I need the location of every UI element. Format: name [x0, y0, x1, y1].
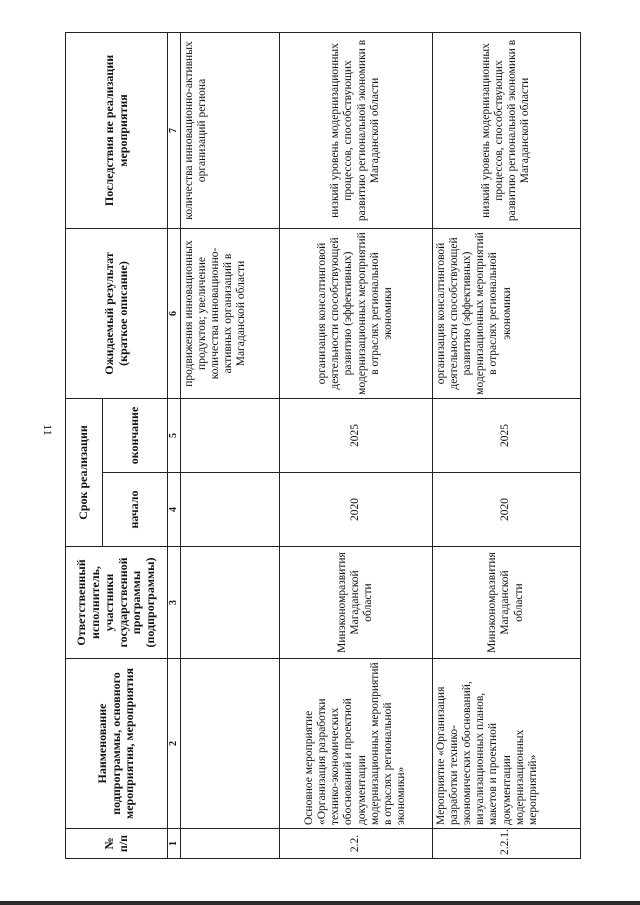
row-num: 2.2.1. — [432, 829, 580, 859]
header-name: Наименование подпрограммы, основного мероприятия, мероприятия — [66, 659, 168, 829]
row-result: организация консалтинговой деятельности способствующей развитию (эффективных) модернизационных мероприятий в отраслях региональной экономики — [432, 228, 580, 398]
row-consequences: низкий уровень модернизационных процессов, способствующих развитию региональной экономики в Магаданской области — [279, 32, 432, 228]
row-name: Мероприятие «Организация разработки технико-экономических обоснований, визуализационных планов, макетов и проектной документации модернизационных мероприятий» — [432, 659, 580, 829]
page-number: 11 — [41, 424, 55, 436]
column-number-row — [168, 32, 181, 858]
header-consequences: Последствия не реализации мероприятия — [66, 32, 168, 228]
row-end: 2025 — [432, 398, 580, 472]
row-num — [180, 829, 279, 859]
column-number: 7 — [168, 32, 181, 228]
header-result: Ожидаемый результат (краткое описание) — [66, 228, 168, 398]
header-start: начало — [103, 473, 168, 547]
header-row-1 — [66, 32, 103, 858]
row-end — [180, 398, 279, 472]
header-num: № п/п — [66, 829, 168, 859]
column-number: 1 — [168, 829, 181, 859]
table-row — [180, 32, 279, 858]
column-number: 3 — [168, 547, 181, 659]
header-term: Срок реализации — [66, 398, 103, 546]
column-number: 6 — [168, 228, 181, 398]
row-start: 2020 — [279, 473, 432, 547]
header-executor: Ответственный исполнитель, участники государственной программы (подпрограммы) — [66, 547, 168, 659]
row-start: 2020 — [432, 473, 580, 547]
row-consequences: количества инновационно-активных организаций региона — [180, 32, 279, 228]
table-row — [279, 32, 432, 858]
row-consequences: низкий уровень модернизационных процессов, способствующих развитию региональной экономики в Магаданской области — [432, 32, 580, 228]
column-number: 5 — [168, 398, 181, 472]
row-result: организация консалтинговой деятельности способствующей развитию (эффективных) модернизационных мероприятий в отраслях региональной экономики — [279, 228, 432, 398]
row-executor: Минэкономразвития Магаданской области — [432, 547, 580, 659]
row-executor — [180, 547, 279, 659]
row-name — [180, 659, 279, 829]
column-number: 4 — [168, 473, 181, 547]
scan-bottom-edge — [0, 901, 640, 905]
header-end: окончание — [103, 398, 168, 472]
table-row — [432, 32, 580, 858]
row-start — [180, 473, 279, 547]
row-name: Основное мероприятие «Организация разработки технико-экономических обоснований и проектной документации модернизационных мероприятий в отраслях региональной экономики» — [279, 659, 432, 829]
row-result: продвижения инновационных продуктов; увеличение количества инновационно-активных организаций в Магаданской области — [180, 228, 279, 398]
row-num: 2.2. — [279, 829, 432, 859]
row-end: 2025 — [279, 398, 432, 472]
column-number: 2 — [168, 659, 181, 829]
rotated-table-sheet — [65, 0, 578, 859]
row-executor: Минэкономразвития Магаданской области — [279, 547, 432, 659]
measures-table — [65, 32, 581, 859]
